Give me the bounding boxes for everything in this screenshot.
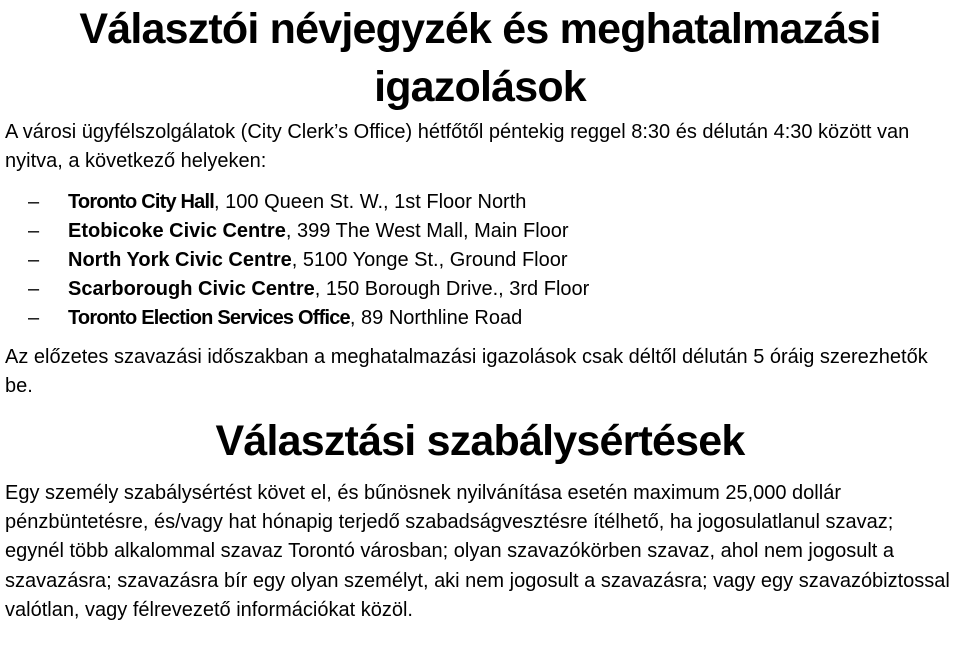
violation-paragraph: Egy személy szabálysértést követ el, és bűnösnek nyilvánítása esetén maximum 25,000 dollár pénzbüntetésre, és/vagy hat hónapig terjedő szabadságvesztésre ítélhető, ha jogosulatlanul szavaz; egynél több alkalommal szavaz Torontó városban; olyan szavazókörben szavaz, ahol nem jogosult a szavazásra; szavazásra bír egy olyan személyt, aki nem jogosult a szavazásra; vagy egy szavazóbiztossal valótlan, vagy félrevezető információkat közöl.	[5, 482, 950, 621]
location-name: Etobicoke Civic Centre	[68, 220, 286, 242]
location-address: 399 The West Mall, Main Floor	[291, 220, 569, 242]
section-title: Választási szabálysértések	[215, 417, 745, 465]
list-item	[28, 217, 589, 246]
list-item	[28, 275, 589, 304]
location-separator: ,	[285, 220, 292, 242]
advance-voting-note: Az előzetes szavazási időszakban a meghatalmazási igazolások csak déltől délután 5 óráig szerezhetők be.	[5, 346, 928, 397]
location-name: Toronto City Hall	[68, 191, 215, 213]
location-list	[28, 188, 589, 333]
location-address: 100 Queen St. W., 1st Floor North	[219, 191, 527, 213]
location-separator: ,	[349, 307, 356, 329]
page-title-line2: igazolások	[374, 63, 586, 111]
dash-bullet: –	[28, 220, 40, 242]
location-separator: ,	[291, 249, 298, 271]
page-title-line1: Választói névjegyzék és meghatalmazási	[79, 5, 881, 53]
location-name: Toronto Election Services Office	[68, 307, 350, 329]
location-address: 89 Northline Road	[355, 307, 523, 329]
location-name: Scarborough Civic Centre	[68, 278, 315, 300]
dash-bullet: –	[28, 307, 40, 329]
page-title	[0, 0, 960, 116]
location-separator: ,	[214, 191, 220, 213]
list-item	[28, 188, 589, 217]
list-item	[28, 246, 589, 275]
list-item	[28, 304, 589, 333]
dash-bullet: –	[28, 278, 40, 300]
location-address: 150 Borough Drive., 3rd Floor	[320, 278, 590, 300]
dash-bullet: –	[28, 249, 40, 271]
location-separator: ,	[314, 278, 321, 300]
dash-bullet: –	[28, 191, 40, 213]
location-address: 5100 Yonge St., Ground Floor	[297, 249, 568, 271]
location-name: North York Civic Centre	[68, 249, 292, 271]
office-hours-paragraph: A városi ügyfélszolgálatok (City Clerk’s Office) hétfőtől péntekig reggel 8:30 és délután 4:30 között van nyitva, a következő helyeken:	[5, 121, 910, 172]
